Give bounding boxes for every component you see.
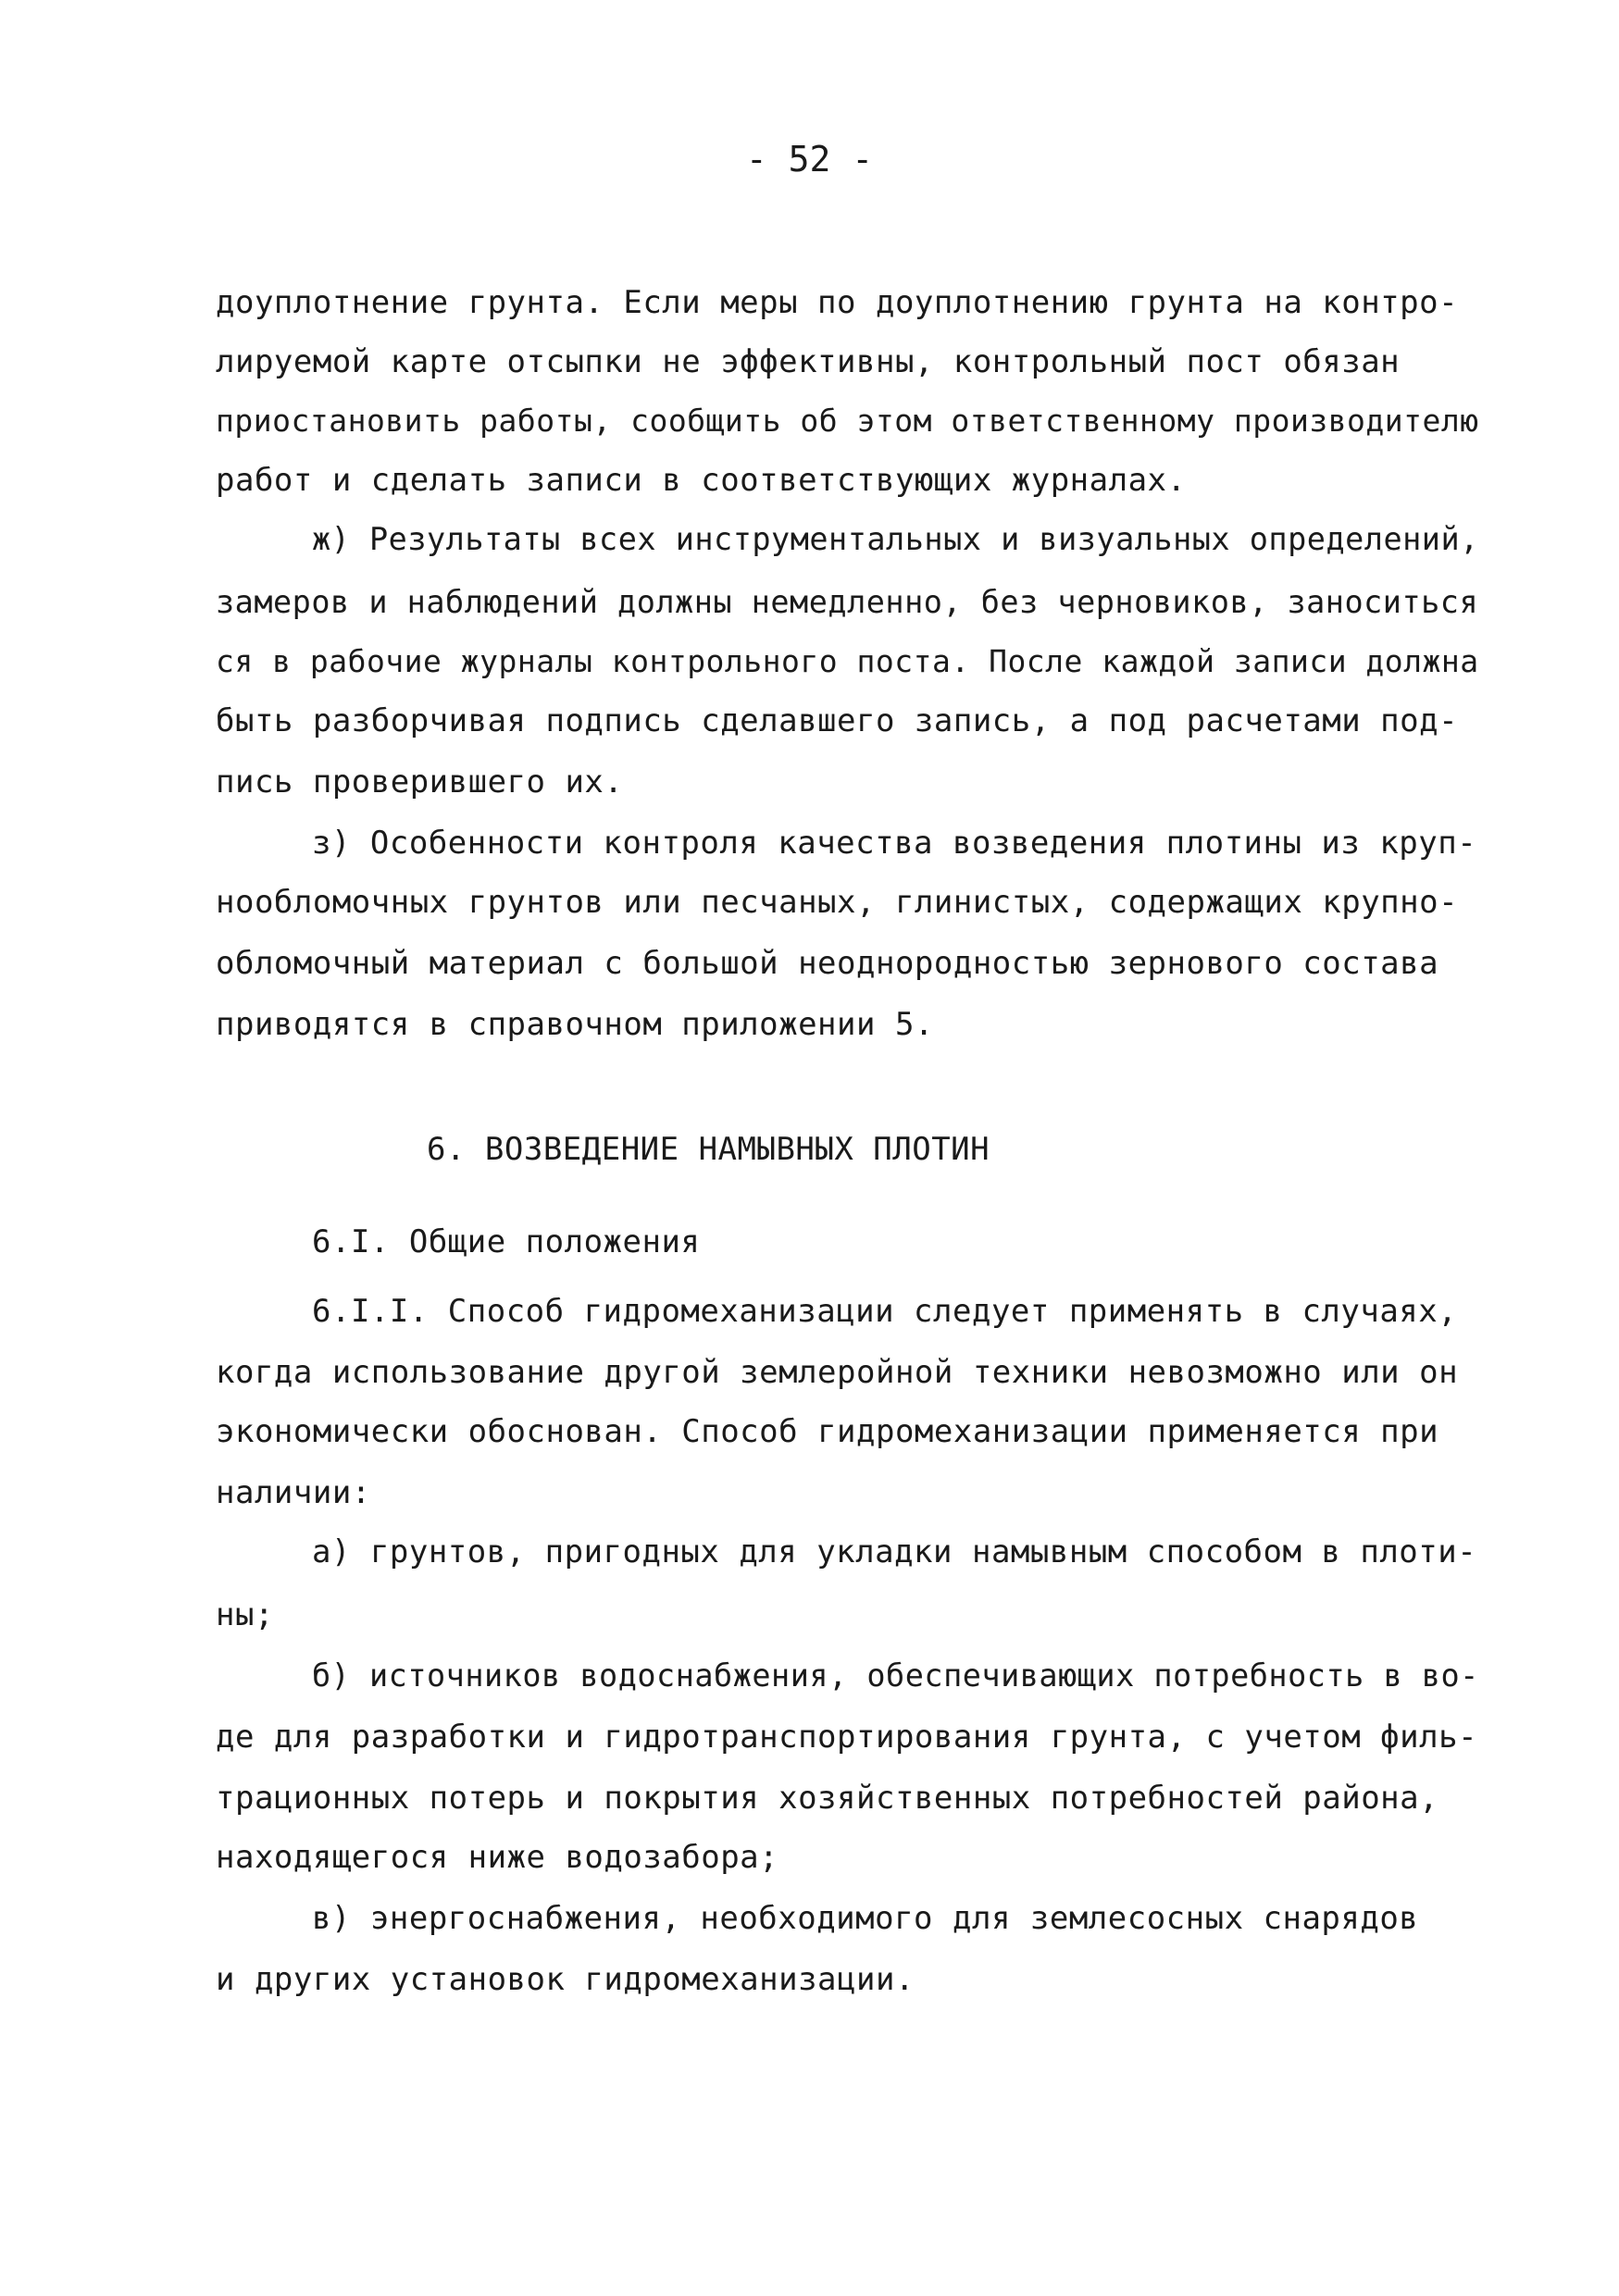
page-number: - 52 - — [745, 139, 874, 180]
text-line: быть разборчивая подпись сделавшего запись, а под расчетами под- — [216, 702, 1459, 739]
text-line: ся в рабочие журналы контрольного поста. После каждой записи должна — [216, 643, 1479, 679]
text-line: наличии: — [216, 1474, 371, 1511]
text-line: доуплотнение грунта. Если меры по доуплотнению грунта на контро- — [216, 284, 1459, 321]
text-line: а) грунтов, пригодных для укладки намывным способом в плоти- — [312, 1533, 1477, 1570]
text-line: з) Особенности контроля качества возведения плотины из круп- — [312, 825, 1477, 862]
text-line: б) источников водоснабжения, обеспечивающих потребность в во- — [312, 1657, 1479, 1694]
text-line: ны; — [216, 1596, 274, 1633]
text-line: приводятся в справочном приложении 5. — [216, 1006, 934, 1043]
text-line: пись проверившего их. — [216, 763, 624, 800]
section-heading: 6. ВОЗВЕДЕНИЕ НАМЫВНЫХ ПЛОТИН — [427, 1131, 990, 1168]
text-line: и других установок гидромеханизации. — [216, 1961, 915, 1998]
text-line: в) энергоснабжения, необходимого для землесосных снарядов — [312, 1900, 1419, 1937]
subsection-heading: 6.I. Общие положения — [312, 1223, 701, 1260]
text-line: экономически обоснован. Способ гидромеханизации применяется при — [216, 1413, 1439, 1450]
text-line: находящегося ниже водозабора; — [216, 1839, 779, 1876]
text-line: обломочный материал с большой неоднородностью зернового состава — [216, 945, 1439, 982]
text-line: нообломочных грунтов или песчаных, глинистых, содержащих крупно- — [216, 884, 1459, 921]
text-line: трационных потерь и покрытия хозяйственных потребностей района, — [216, 1780, 1439, 1817]
text-line: де для разработки и гидротранспортирования грунта, с учетом филь- — [216, 1719, 1478, 1756]
text-line: приостановить работы, сообщить об этом ответственному производителю — [216, 403, 1479, 439]
text-line: ж) Результаты всех инструментальных и визуальных определений, — [312, 521, 1479, 557]
text-line: замеров и наблюдений должны немедленно, без черновиков, заноситься — [216, 584, 1479, 620]
text-line: 6.I.I. Способ гидромеханизации следует применять в случаях, — [312, 1293, 1458, 1330]
text-line: когда использование другой землеройной техники невозможно или он — [216, 1354, 1459, 1391]
text-line: лируемой карте отсыпки не эффективны, контрольный пост обязан — [216, 343, 1401, 380]
text-line: работ и сделать записи в соответствующих журналах. — [216, 462, 1187, 499]
